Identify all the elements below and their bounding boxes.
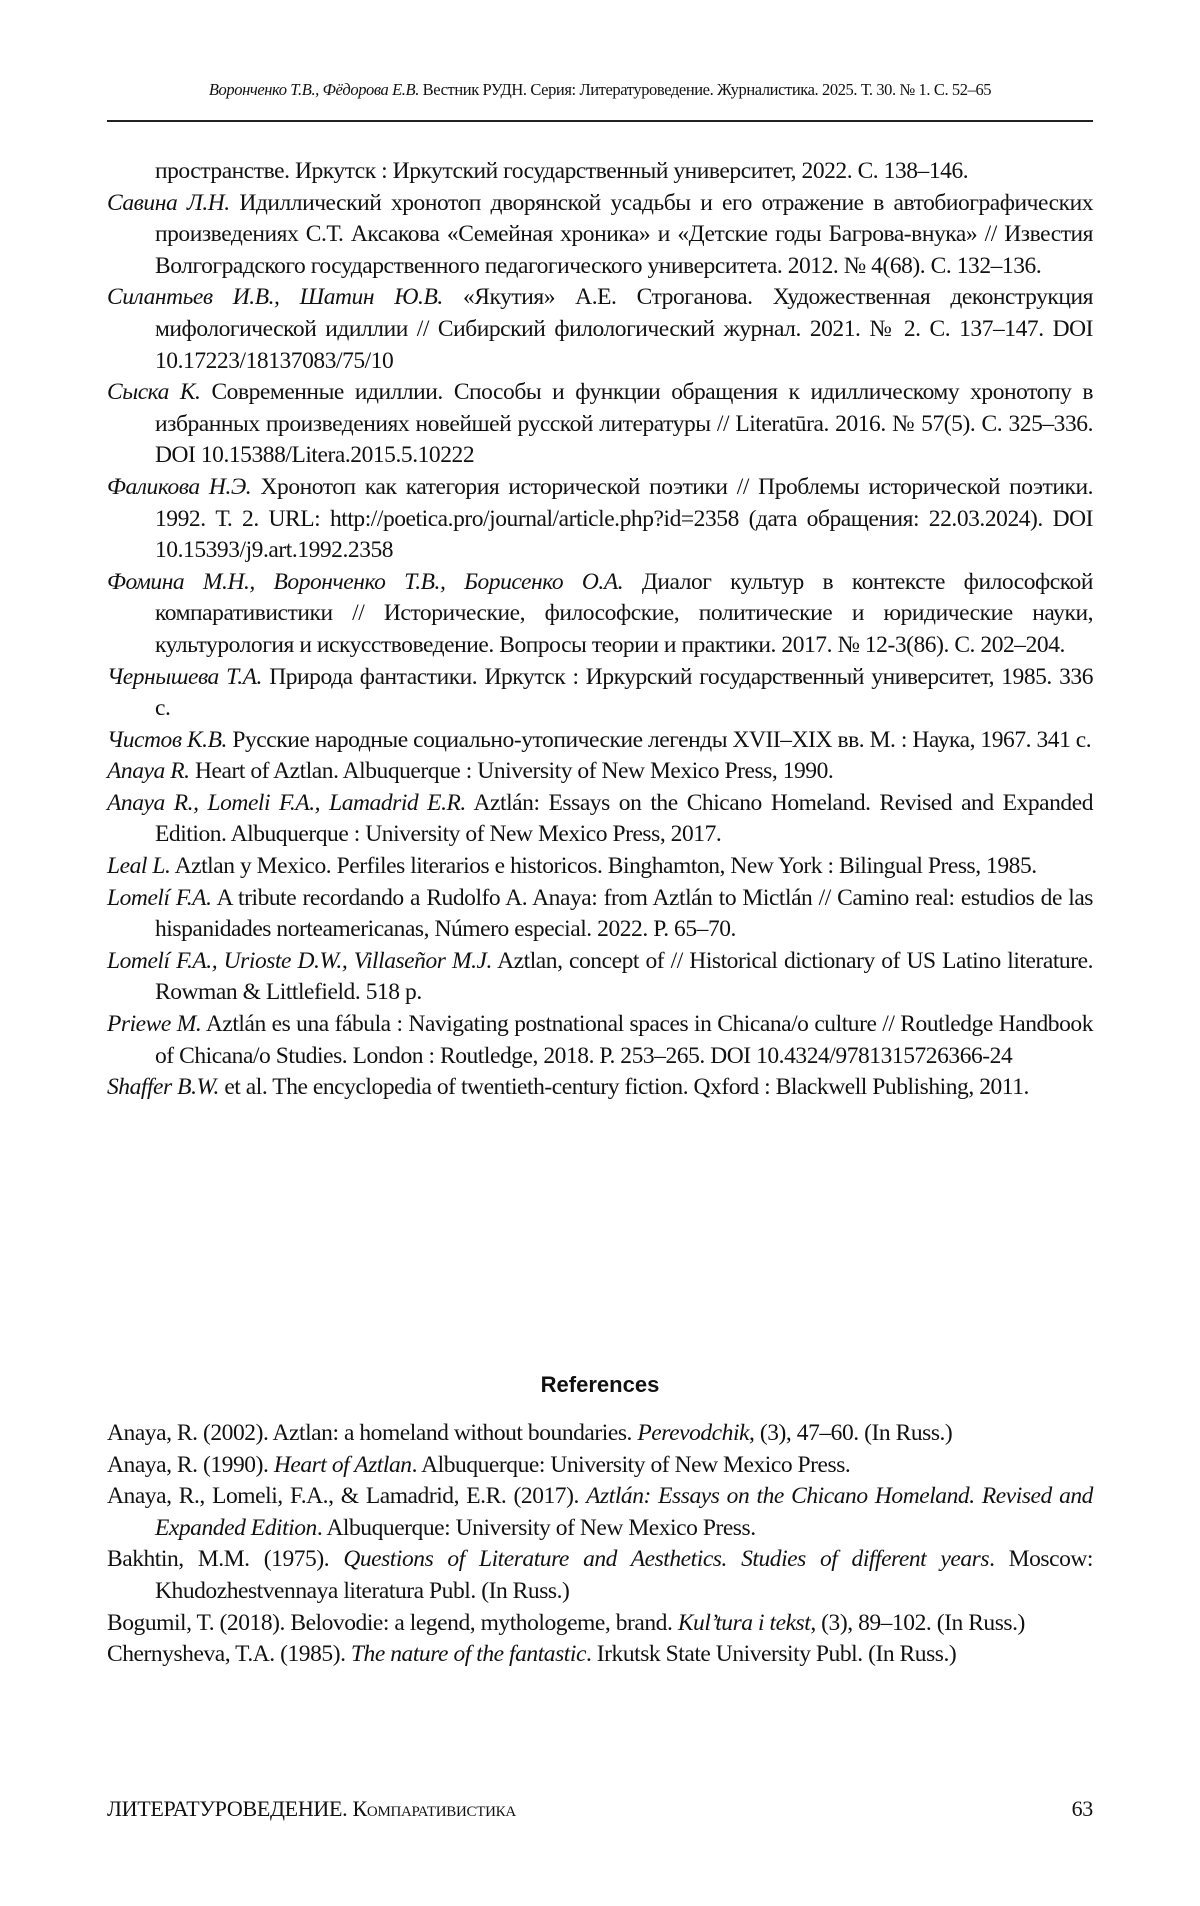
bibliography-entry (107, 883, 1093, 946)
entry-italic-text: Shaffer B.W. (107, 1074, 219, 1100)
entry-italic-text: Questions of Literature and Aesthetics. Studies of different years (343, 1546, 989, 1572)
entry-italic-text: Anaya R., Lomeli F.A., Lamadrid E.R. (107, 790, 466, 816)
reference-entry (107, 1639, 1093, 1671)
entry-text: пространстве. Иркутск : Иркутский государственный университет, 2022. С. 138–146. (155, 158, 968, 184)
references-heading: References (107, 1372, 1093, 1398)
reference-entry (107, 1418, 1093, 1450)
reference-entry (107, 1608, 1093, 1640)
entry-text: . Albuquerque: University of New Mexico Press. (412, 1452, 851, 1478)
bibliography-entry (107, 946, 1093, 1009)
bibliography-entry (107, 156, 1093, 188)
entry-text: . Albuquerque: University of New Mexico Press. (317, 1515, 756, 1541)
entry-text: Идиллический хронотоп дворянской усадьбы и его отражение в автобиографических произведениях С.Т. Аксакова «Семейная хроника» и «Детские годы Багрова-внука» // Известия Волгоградского государственного педагогического университета. 2012. № 4(68). С. 132–136. (155, 190, 1093, 279)
entry-text: Bogumil, T. (2018). Belovodie: a legend, mythologeme, brand. (107, 1610, 678, 1636)
entry-italic-text: Lomelí F.A. (107, 885, 212, 911)
entry-text: Aztlan y Mexico. Perfiles literarios e historicos. Binghamton, New York : Bilingual Press, 1985. (170, 853, 1036, 879)
entry-text: Aztlán es una fábula : Navigating postnational spaces in Chicana/o culture // Routledge Handbook of Chicana/o Studies. London : Routledge, 2018. P. 253–265. DOI 10.4324/9781315726366-24 (155, 1011, 1093, 1069)
bibliography-entry (107, 756, 1093, 788)
entry-italic-text: Савина Л.Н. (107, 190, 230, 216)
header-authors: Воронченко Т.В., Фёдорова Е.В. (209, 80, 419, 99)
reference-entry (107, 1450, 1093, 1482)
entry-text: Bakhtin, M.M. (1975). (107, 1546, 343, 1572)
entry-text: A tribute recordando a Rudolfo A. Anaya: from Aztlán to Mictlán // Camino real: estudios de las hispanidades norteamericanas, Número especial. 2022. P. 65–70. (155, 885, 1093, 943)
entry-text: Хронотоп как категория исторической поэтики // Проблемы исторической поэтики. 1992. Т. 2. URL: http://poetica.pro/journal/article.php?id=2358 (дата обращения: 22.03.2024). DOI 10.15393/j9.art.1992.2358 (155, 474, 1093, 563)
reference-entry (107, 1481, 1093, 1544)
entry-text: Heart of Aztlan. Albuquerque : University of New Mexico Press, 1990. (190, 758, 834, 784)
entry-italic-text: Kul’tura i tekst (678, 1610, 811, 1636)
bibliography-entry (107, 282, 1093, 377)
entry-italic-text: The nature of the fantastic (351, 1641, 586, 1667)
entry-italic-text: Фаликова Н.Э. (107, 474, 251, 500)
entry-italic-text: Leal L. (107, 853, 170, 879)
entry-text: , (3), 89–102. (In Russ.) (810, 1610, 1025, 1636)
entry-text: Anaya, R. (1990). (107, 1452, 274, 1478)
entry-italic-text: Фомина М.Н., Воронченко Т.В., Борисенко О.А. (107, 569, 623, 595)
entry-text: . Moscow: Khudozhestvennaya literatura Publ. (In Russ.) (155, 1546, 1093, 1604)
bibliography-entry (107, 567, 1093, 662)
entry-italic-text: Perevodchik (637, 1420, 749, 1446)
bibliography-entry (107, 188, 1093, 283)
entry-text: Aztlán: Essays on the Chicano Homeland. Revised and Expanded Edition. Albuquerque : University of New Mexico Press, 2017. (155, 790, 1093, 848)
page-footer (107, 1796, 1093, 1822)
entry-italic-text: Anaya R. (107, 758, 190, 784)
entry-text: Anaya, R., Lomeli, F.A., & Lamadrid, E.R. (2017). (107, 1483, 586, 1509)
entry-italic-text: Lomelí F.A., Urioste D.W., Villaseñor M.J. (107, 948, 492, 974)
entry-text: Anaya, R. (2002). Aztlan: a homeland without boundaries. (107, 1420, 637, 1446)
references-list (107, 1418, 1093, 1671)
running-header (107, 80, 1093, 100)
entry-italic-text: Aztlán: Essays on the Chicano Homeland. Revised and Expanded Edition (155, 1483, 1093, 1541)
entry-italic-text: Силантьев И.В., Шатин Ю.В. (107, 284, 443, 310)
reference-entry (107, 1544, 1093, 1607)
bibliography-entry (107, 851, 1093, 883)
bibliography-entry (107, 1072, 1093, 1104)
entry-text: Диалог культур в контексте философской компаративистики // Исторические, философские, политические и юридические науки, культурология и искусствоведение. Вопросы теории и практики. 2017. № 12-3(86). С. 202–204. (155, 569, 1093, 658)
bibliography-entry (107, 377, 1093, 472)
entry-italic-text: Priewe M. (107, 1011, 201, 1037)
entry-text: Chernysheva, T.A. (1985). (107, 1641, 351, 1667)
entry-italic-text: Чернышева Т.А. (107, 664, 262, 690)
entry-italic-text: Чистов К.В. (107, 727, 227, 753)
bibliography-entry (107, 788, 1093, 851)
page-number: 63 (1072, 1796, 1093, 1822)
bibliography-entry (107, 472, 1093, 567)
entry-text: Природа фантастики. Иркутск : Иркурский государственный университет, 1985. 336 с. (155, 664, 1093, 722)
bibliography-entry (107, 662, 1093, 725)
entry-text: et al. The encyclopedia of twentieth-century fiction. Qxford : Blackwell Publishing, 2011. (219, 1074, 1029, 1100)
entry-italic-text: Heart of Aztlan (274, 1452, 412, 1478)
header-journal: Вестник РУДН. Серия: Литературоведение. Журналистика. 2025. Т. 30. № 1. С. 52–65 (419, 80, 991, 99)
entry-italic-text: Сыска К. (107, 379, 200, 405)
bibliography-entry (107, 725, 1093, 757)
entry-text: «Якутия» А.Е. Строганова. Художественная деконструкция мифологической идиллии // Сибирский филологический журнал. 2021. № 2. С. 137–147. DOI 10.17223/18137083/75/10 (155, 284, 1093, 373)
entry-text: , (3), 47–60. (In Russ.) (749, 1420, 952, 1446)
bibliography-entry (107, 1009, 1093, 1072)
entry-text: . Irkutsk State University Publ. (In Russ.) (586, 1641, 956, 1667)
entry-text: Современные идиллии. Способы и функции обращения к идиллическому хронотопу в избранных произведениях новейшей русской литературы // Literatūra. 2016. № 57(5). С. 325–336. DOI 10.15388/Litera.2015.5.10222 (155, 379, 1093, 468)
entry-text: Aztlan, concept of // Historical dictionary of US Latino literature. Rowman & Littlefield. 518 p. (155, 948, 1093, 1006)
bibliography-list (107, 156, 1093, 1104)
header-rule (107, 120, 1093, 122)
entry-text: Русские народные социально-утопические легенды XVII–XIX вв. М. : Наука, 1967. 341 с. (227, 727, 1091, 753)
footer-section: ЛИТЕРАТУРОВЕДЕНИЕ. Компаративистика (107, 1796, 516, 1822)
